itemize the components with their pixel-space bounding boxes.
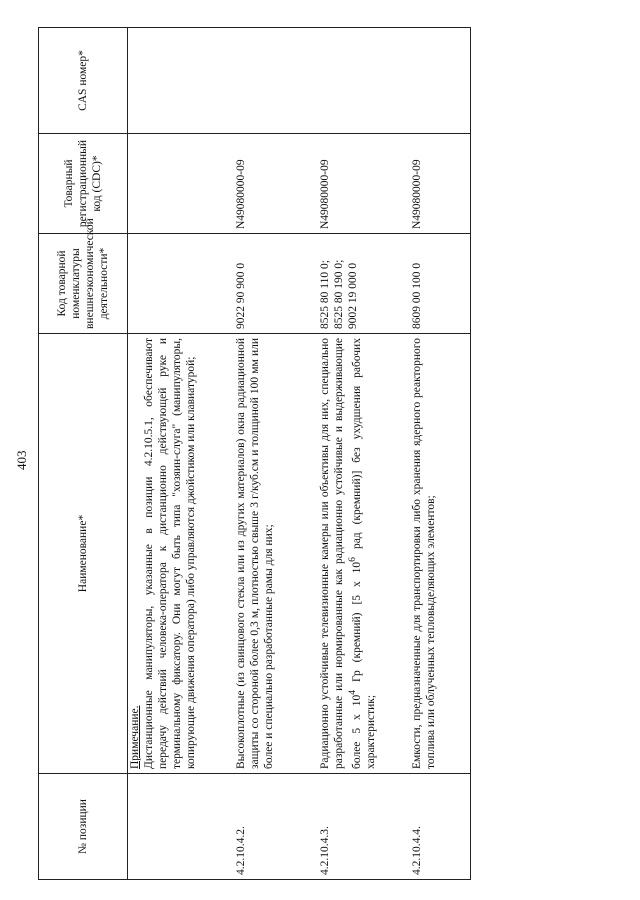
name-superscript: 4 xyxy=(347,689,358,695)
note-cas-cell xyxy=(128,28,229,134)
header-name: Наименование* xyxy=(39,334,128,774)
row-cdc: N49080000-09 xyxy=(404,134,471,234)
row-cdc: N49080000-09 xyxy=(228,134,312,234)
code-line: 8525 80 190 0; xyxy=(333,259,345,329)
row-code: 8609 00 100 0 xyxy=(404,234,471,334)
code-line: 9002 19 000 0 xyxy=(347,262,359,329)
regulation-table xyxy=(38,27,471,880)
row-name-text xyxy=(318,338,378,769)
table-row xyxy=(312,28,404,880)
table-header-row xyxy=(39,28,128,880)
name-part: рад (кремний)] без ухудшения рабочих характеристик; xyxy=(350,338,377,769)
name-part: Радиационно устойчивые телевизионные камеры или объективы для них, специально разработанные или нормированные как радиационно устойчивые и выдерживающие более 5 х 10 xyxy=(319,338,363,769)
row-name xyxy=(228,334,312,774)
note-code-cell xyxy=(128,234,229,334)
note-position-cell xyxy=(128,774,229,880)
table-row xyxy=(128,28,229,880)
row-code: 9022 90 900 0 xyxy=(228,234,312,334)
page-number: 403 xyxy=(14,450,29,470)
name-superscript: 6 xyxy=(347,557,358,562)
header-cdc: Товарный регистрационный код (CDC)* xyxy=(39,134,128,234)
row-name-text: Высокоплотные (из свинцового стекла или из других материалов) окна радиационной защиты со стороной более 0,3 м, плотностью свыше 3 г/куб.см и толщиной 100 мм или более и специально разработанные рамы для них; xyxy=(235,338,275,769)
header-tnved-code: Код товарной номенклатуры внешнеэкономической деятельности* xyxy=(39,234,128,334)
note-label: Примечание. xyxy=(129,705,141,769)
row-name xyxy=(312,334,404,774)
note-cdc-cell xyxy=(128,134,229,234)
row-name xyxy=(404,334,471,774)
row-code xyxy=(312,234,404,334)
header-cas: CAS номер* xyxy=(39,28,128,134)
row-cas xyxy=(404,28,471,134)
table-row xyxy=(228,28,312,880)
row-cdc: N49080000-09 xyxy=(312,134,404,234)
note-text: Дистанционные манипуляторы, указанные в позиции 4.2.10.5.1, обеспечивают передачу действий человека-оператора к дистанционно действующей руке и терминальному фиксатору. Они могут быть типа "хозяин-слуга" (манипуляторы, копирующие движения оператора) либо управляются джойстиком или клавиатурой; xyxy=(143,338,197,769)
table-row xyxy=(404,28,471,880)
code-line: 8525 80 110 0; xyxy=(319,260,331,329)
name-part: Гр (кремний) [5 х 10 xyxy=(350,561,363,690)
row-position: 4.2.10.4.4. xyxy=(404,774,471,880)
row-name-text: Емкости, предназначенные для транспортировки либо хранения ядерного реакторного топлива или облученных тепловыделяющих элементов; xyxy=(411,338,437,769)
note-cell xyxy=(128,334,229,774)
row-position: 4.2.10.4.3. xyxy=(312,774,404,880)
header-position: № позиции xyxy=(39,774,128,880)
row-cas xyxy=(312,28,404,134)
row-position: 4.2.10.4.2. xyxy=(228,774,312,880)
row-cas xyxy=(228,28,312,134)
